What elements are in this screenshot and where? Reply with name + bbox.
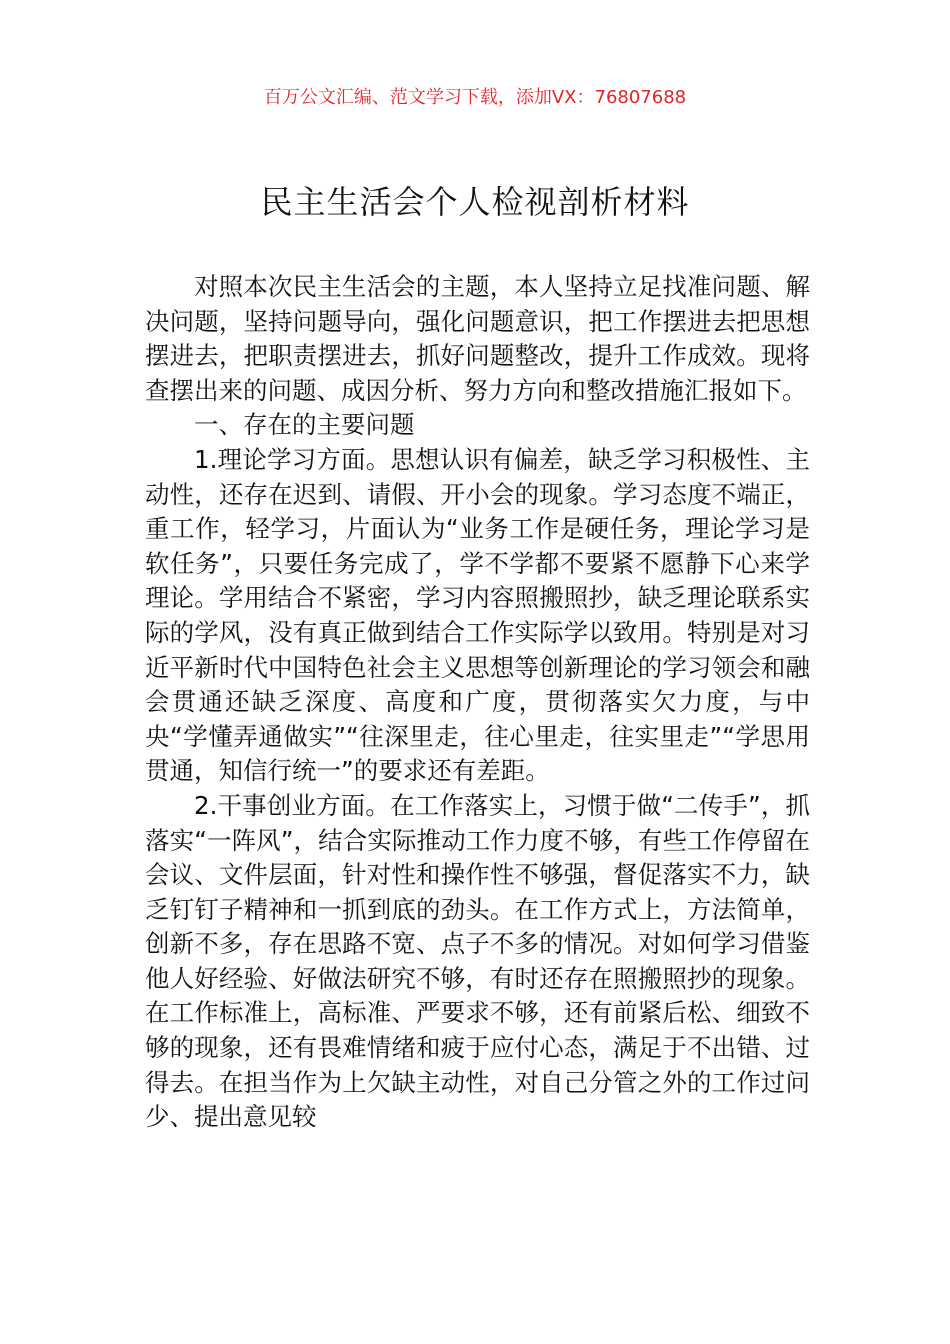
document-title: 民主生活会个人检视剖析材料 [260,183,690,221]
document-body [145,270,810,1135]
section-heading: 一、存在的主要问题 [194,410,415,440]
intro-paragraph: 对照本次民主生活会的主题，本人坚持立足找准问题、解决问题，坚持问题导向，强化问题意识，把工作摆进去把思想摆进去，把职责摆进去，抓好问题整改，提升工作成效。现将查摆出来的问题、成因分析、努力方向和整改措施汇报如下。 [145,272,810,405]
theory-study-paragraph: 1.理论学习方面。思想认识有偏差，缺乏学习积极性、主动性，还存在迟到、请假、开小会的现象。学习态度不端正，重工作，轻学习，片面认为“业务工作是硬任务，理论学习是软任务”，只要任务完成了，学不学都不要紧不愿静下心来学理论。学用结合不紧密，学习内容照搬照抄，缺乏理论联系实际的学风，没有真正做到结合工作实际学以致用。特别是对习近平新时代中国特色社会主义思想等创新理论的学习领会和融会贯通还缺乏深度、高度和广度，贯彻落实欠力度，与中央“学懂弄通做实”“往深里走，往心里走，往实里走”“学思用贯通，知信行统一”的要求还有差距。 [145,444,810,786]
download-banner: 百万公文汇编、范文学习下载，添加VX：76807688 [263,87,687,108]
work-practice-paragraph: 2.干事创业方面。在工作落实上，习惯于做“二传手”，抓落实“一阵风”，结合实际推动工作力度不够，有些工作停留在会议、文件层面，针对性和操作性不够强，督促落实不力，缺乏钉钉子精神和一抓到底的劲头。在工作方式上，方法简单，创新不多，存在思路不宽、点子不多的情况。对如何学习借鉴他人好经验、好做法研究不够，有时还存在照搬照抄的现象。在工作标准上，高标准、严要求不够，还有前紧后松、细致不够的现象，还有畏难情绪和疲于应付心态，满足于不出错、过得去。在担当作为上欠缺主动性，对自己分管之外的工作过问少、提出意见较 [145,790,810,1132]
